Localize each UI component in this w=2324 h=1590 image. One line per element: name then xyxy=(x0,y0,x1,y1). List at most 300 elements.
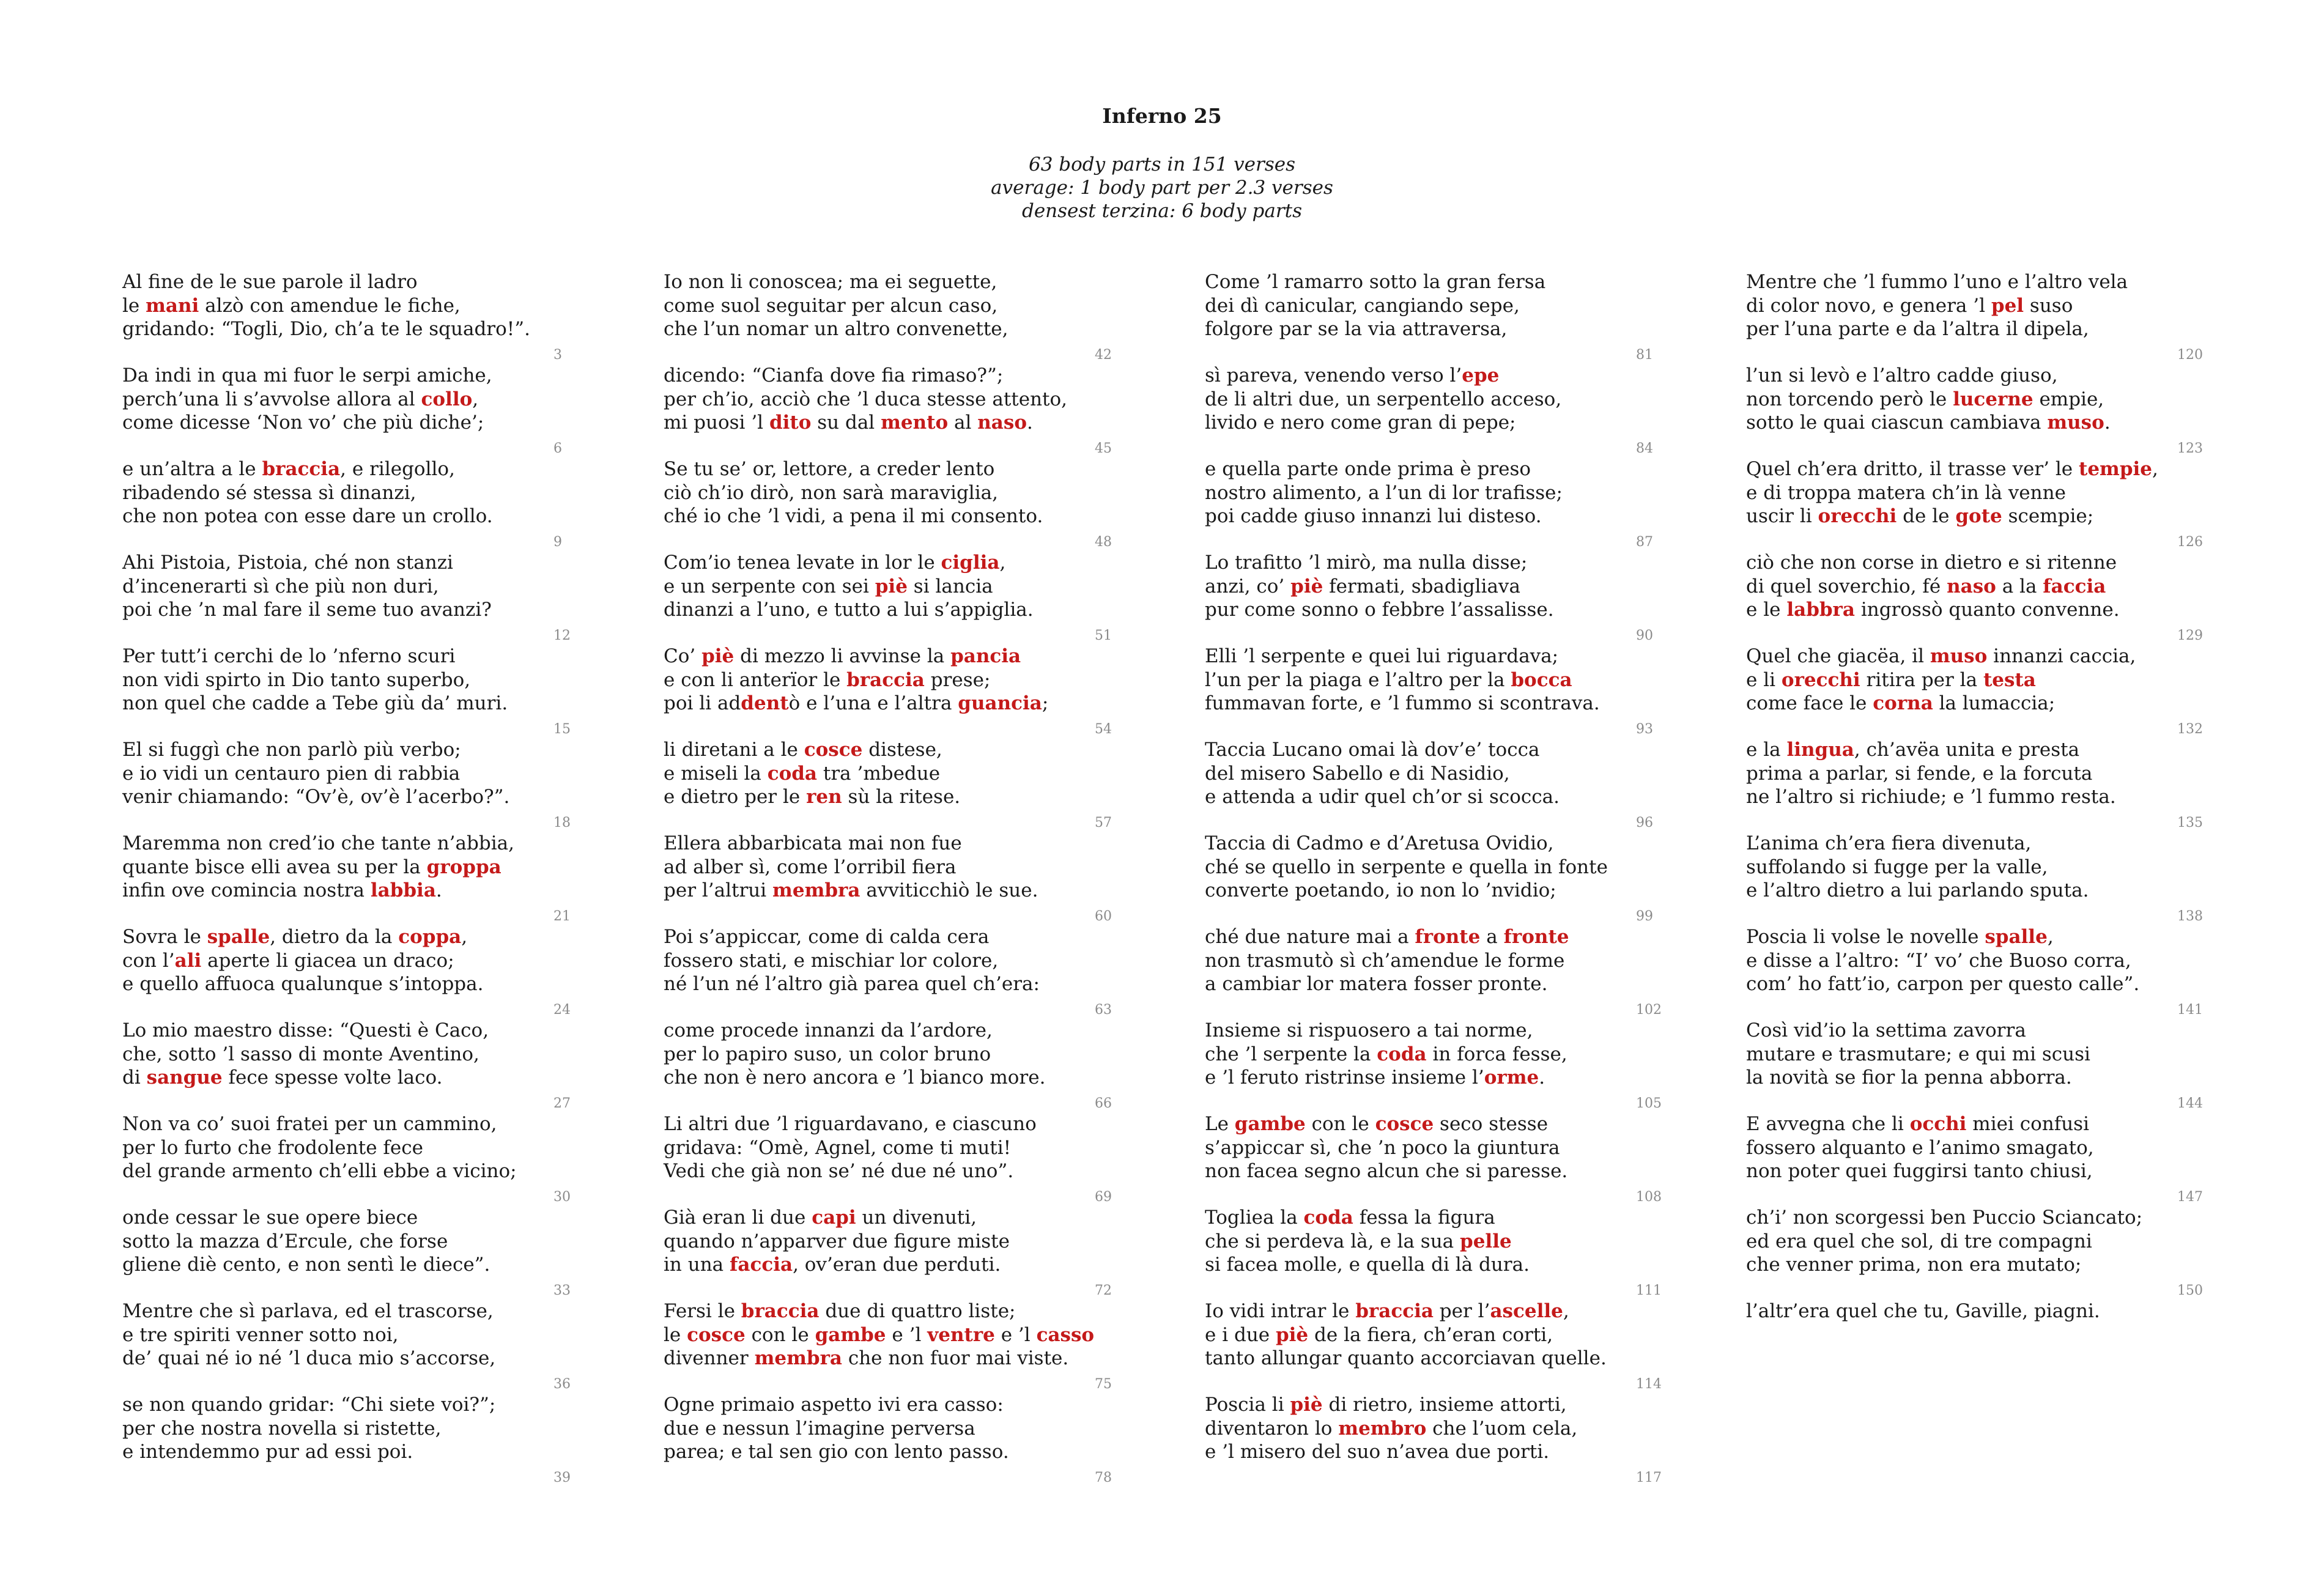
verse-line xyxy=(122,1300,599,1323)
body-part-highlight: bocca xyxy=(1511,668,1572,691)
body-part-highlight: fronte xyxy=(1503,926,1569,948)
body-part-highlight: pancia xyxy=(950,645,1021,667)
verse-line xyxy=(1205,481,1682,505)
verse-number: 39 xyxy=(553,1470,571,1485)
verse-text: de la fiera, ch’eran corti, xyxy=(1308,1323,1553,1346)
verse-line xyxy=(1205,598,1682,622)
verse-text: per ch’io, acciò che ’l duca stesse attento, xyxy=(664,388,1068,410)
verse-line xyxy=(664,294,1141,318)
verse-text: Li altri due ’l riguardavano, e ciascuno xyxy=(664,1113,1037,1135)
verse-number: 57 xyxy=(1095,815,1112,830)
verse-text: e quello affuoca qualunque s’intoppa. xyxy=(122,973,484,995)
verse-line xyxy=(122,294,599,318)
verse-text: Poscia li xyxy=(1205,1394,1290,1416)
terzina xyxy=(1205,1206,1682,1300)
verse-number: 117 xyxy=(1636,1470,1662,1485)
verse-line xyxy=(664,832,1141,856)
terzina xyxy=(1746,1112,2223,1206)
verse-line xyxy=(1205,505,1682,528)
verse-text: e ’l xyxy=(994,1323,1037,1346)
verse-text: Non va co’ suoi fratei per un cammino, xyxy=(122,1113,497,1135)
verse-line xyxy=(1205,1417,1682,1441)
terzina xyxy=(122,1393,599,1487)
verse-number: 132 xyxy=(2177,722,2203,737)
verse-text: con le xyxy=(1305,1113,1375,1135)
verse-text: e quella parte onde prima è preso xyxy=(1205,458,1531,480)
verse-text: li diretani a le xyxy=(664,739,804,761)
verse-line xyxy=(122,1206,599,1230)
verse-line xyxy=(1205,972,1682,996)
verse-text: poi li ad xyxy=(664,692,741,714)
verse-line xyxy=(122,1440,599,1464)
verse-line xyxy=(1746,972,2223,996)
verse-number: 72 xyxy=(1095,1283,1112,1298)
verse-text: si lancia xyxy=(907,575,993,597)
verse-text: aperte li giacea un draco; xyxy=(201,949,454,972)
verse-text: uscir li xyxy=(1746,505,1818,527)
verse-line xyxy=(1205,1230,1682,1254)
verse-text: ché se quello in serpente e quella in fonte xyxy=(1205,856,1608,878)
verse-text: prima a parlar, si fende, e la forcuta xyxy=(1746,762,2093,785)
verse-text: se non quando gridar: “Chi siete voi?”; xyxy=(122,1394,496,1416)
terzina xyxy=(1746,1019,2223,1112)
verse-text: folgore par se la via attraversa, xyxy=(1205,318,1508,340)
terzina xyxy=(664,925,1141,1019)
stats-average: average: 1 body part per 2.3 verses xyxy=(991,177,1333,199)
terzina xyxy=(664,1300,1141,1393)
verse-line xyxy=(1746,388,2223,412)
body-part-highlight: gambe xyxy=(1234,1113,1306,1135)
verse-number: 111 xyxy=(1636,1283,1662,1298)
verse-text: Fersi le xyxy=(664,1300,741,1322)
verse-text: gridava: “Omè, Agnel, come ti muti! xyxy=(664,1136,1012,1159)
verse-text: Com’io tenea levate in lor le xyxy=(664,552,941,574)
verse-number: 27 xyxy=(553,1096,571,1111)
verse-text: non facea segno alcun che si paresse. xyxy=(1205,1160,1568,1182)
body-part-highlight: piè xyxy=(701,645,735,667)
verse-line xyxy=(1746,270,2223,294)
verse-text: Ogne primaio aspetto ivi era casso: xyxy=(664,1394,1004,1416)
verse-text: converte poetando, io non lo ’nvidio; xyxy=(1205,879,1556,901)
verse-text: non torcendo però le xyxy=(1746,388,1953,410)
verse-text: fessa la figura xyxy=(1353,1207,1495,1229)
verse-text: com’ ho fatt’io, carpon per questo calle”. xyxy=(1746,973,2140,995)
verse-text: ch’i’ non scorgessi ben Puccio Sciancato; xyxy=(1746,1207,2143,1229)
verse-text: avviticchiò le sue. xyxy=(860,879,1038,901)
body-part-highlight: lucerne xyxy=(1953,388,2033,410)
verse-line xyxy=(1205,692,1682,716)
body-part-highlight: braccia xyxy=(741,1300,820,1322)
verse-line xyxy=(664,575,1141,599)
verse-line xyxy=(664,598,1141,622)
verse-text: ciò ch’io dirò, non sarà maraviglia, xyxy=(664,481,998,504)
verse-text: sù la ritese. xyxy=(842,786,961,808)
verse-line xyxy=(1746,1253,2223,1277)
verse-line xyxy=(664,1019,1141,1043)
body-part-highlight: labbra xyxy=(1786,599,1855,621)
verse-line xyxy=(664,1323,1141,1347)
verse-text: che si perdeva là, e la sua xyxy=(1205,1230,1460,1252)
verse-text: de le xyxy=(1897,505,1956,527)
body-part-highlight: occhi xyxy=(1909,1113,1967,1135)
terzina xyxy=(664,270,1141,364)
verse-text: sotto le quai ciascun cambiava xyxy=(1746,412,2048,434)
verse-line xyxy=(664,1417,1141,1441)
verse-text: pur come sonno o febbre l’assalisse. xyxy=(1205,599,1554,621)
verse-text: e i due xyxy=(1205,1323,1276,1346)
verse-text: , e rilegollo, xyxy=(340,458,455,480)
verse-text: che, sotto ’l sasso di monte Aventino, xyxy=(122,1043,479,1065)
terzina xyxy=(1746,551,2223,645)
verse-line xyxy=(122,598,599,622)
verse-text: in forca fesse, xyxy=(1426,1043,1567,1065)
verse-number: 9 xyxy=(553,534,562,550)
verse-line xyxy=(122,738,599,762)
verse-text: fossero stati, e mischiar lor colore, xyxy=(664,949,999,972)
body-part-highlight: testa xyxy=(1983,668,2036,691)
verse-text: e un’altra a le xyxy=(122,458,262,480)
verse-text: e tre spiriti venner sotto noi, xyxy=(122,1323,399,1346)
verse-line xyxy=(122,1136,599,1160)
verse-line xyxy=(664,972,1141,996)
verse-line xyxy=(1205,949,1682,973)
verse-text: ingrossò quanto convenne. xyxy=(1854,599,2120,621)
verse-text: per lo furto che frodolente fece xyxy=(122,1136,423,1159)
terzina xyxy=(1205,551,1682,645)
verse-line xyxy=(1746,481,2223,505)
stats-densest: densest terzina: 6 body parts xyxy=(1021,200,1303,222)
verse-text: Taccia Lucano omai là dov’e’ tocca xyxy=(1205,739,1540,761)
verse-text: su dal xyxy=(811,412,881,434)
verse-line xyxy=(1205,1019,1682,1043)
verse-line xyxy=(664,1206,1141,1230)
terzina xyxy=(664,457,1141,551)
terzina xyxy=(122,1206,599,1300)
verse-line xyxy=(1205,738,1682,762)
terzina xyxy=(1746,925,2223,1019)
verse-text: e attenda a udir quel ch’or si scocca. xyxy=(1205,786,1560,808)
verse-text: e intendemmo pur ad essi poi. xyxy=(122,1441,413,1463)
verse-number: 66 xyxy=(1095,1096,1112,1111)
verse-text: la novità se fior la penna abborra. xyxy=(1746,1067,2072,1089)
verse-column-1 xyxy=(122,270,599,1487)
verse-number: 81 xyxy=(1636,347,1653,363)
verse-number: 84 xyxy=(1636,441,1653,456)
verse-text: , dietro da la xyxy=(270,926,399,948)
body-part-highlight: cosce xyxy=(687,1323,746,1346)
verse-text: Ellera abbarbicata mai non fue xyxy=(664,832,962,854)
verse-number: 18 xyxy=(553,815,571,830)
verse-text: miei confusi xyxy=(1966,1113,2089,1135)
verse-line xyxy=(1746,505,2223,528)
verse-number: 15 xyxy=(553,722,571,737)
terzina xyxy=(122,832,599,925)
verse-text: ne l’altro si richiude; e ’l fummo resta. xyxy=(1746,786,2116,808)
verse-line xyxy=(122,1417,599,1441)
page-title: Inferno 25 xyxy=(1102,104,1222,128)
verse-line xyxy=(1746,949,2223,973)
verse-text: e l’altro dietro a lui parlando sputa. xyxy=(1746,879,2089,901)
verse-text: ad alber sì, come l’orribil fiera xyxy=(664,856,957,878)
verse-number: 21 xyxy=(553,909,571,924)
verse-text: dinanzi a l’uno, e tutto a lui s’appiglia. xyxy=(664,599,1034,621)
verse-line xyxy=(122,575,599,599)
terzina xyxy=(122,457,599,551)
verse-text: Al fine de le sue parole il ladro xyxy=(122,271,418,293)
body-part-highlight: lingua xyxy=(1786,739,1854,761)
verse-text: tra ’mbedue xyxy=(817,762,941,785)
terzina xyxy=(664,551,1141,645)
verse-line xyxy=(122,1019,599,1043)
verse-text: Co’ xyxy=(664,645,702,667)
terzina xyxy=(122,925,599,1019)
terzina xyxy=(1746,738,2223,832)
verse-line xyxy=(122,1323,599,1347)
verse-line xyxy=(664,1066,1141,1090)
verse-text: Sovra le xyxy=(122,926,207,948)
verse-text: Da indi in qua mi fuor le serpi amiche, xyxy=(122,364,492,386)
verse-text: distese, xyxy=(862,739,942,761)
verse-text: Vedi che già non se’ né due né uno”. xyxy=(664,1160,1014,1182)
terzina xyxy=(1205,1112,1682,1206)
verse-number: 102 xyxy=(1636,1002,1662,1018)
verse-number: 105 xyxy=(1636,1096,1662,1111)
verse-line xyxy=(1746,645,2223,668)
verse-text: con le xyxy=(745,1323,815,1346)
verse-line xyxy=(1205,1393,1682,1417)
verse-text: in una xyxy=(664,1254,730,1276)
verse-text: , ch’avëa unita e presta xyxy=(1854,739,2080,761)
verse-number: 93 xyxy=(1636,722,1653,737)
verse-text: un divenuti, xyxy=(856,1207,977,1229)
verse-text: ché due nature mai a xyxy=(1205,926,1415,948)
verse-text: alzò con amendue le fiche, xyxy=(199,294,461,317)
verse-number: 150 xyxy=(2177,1283,2203,1298)
verse-text: d’incenerarti sì che più non duri, xyxy=(122,575,439,597)
verse-line xyxy=(122,856,599,879)
verse-text: e la xyxy=(1746,739,1787,761)
verse-text: , ov’eran due perduti. xyxy=(793,1254,1001,1276)
verse-text: . xyxy=(1539,1067,1545,1089)
verse-text: , xyxy=(461,926,468,948)
verse-number: 147 xyxy=(2177,1189,2203,1205)
verse-line xyxy=(1746,1066,2223,1090)
body-part-highlight: membra xyxy=(754,1347,842,1369)
verse-line xyxy=(664,645,1141,668)
verse-line xyxy=(1746,785,2223,809)
verse-text: di mezzo li avvinse la xyxy=(734,645,951,667)
verse-number: 63 xyxy=(1095,1002,1112,1018)
body-part-highlight: muso xyxy=(1930,645,1988,667)
verse-line xyxy=(1746,1043,2223,1067)
verse-line xyxy=(664,1300,1141,1323)
verse-number: 48 xyxy=(1095,534,1112,550)
verse-text: gridando: “Togli, Dio, ch’a te le squadro!”. xyxy=(122,318,530,340)
verse-text: Quel ch’era dritto, il trasse ver’ le xyxy=(1746,458,2079,480)
verse-number: 51 xyxy=(1095,628,1112,643)
verse-text: Quel che giacëa, il xyxy=(1746,645,1930,667)
verse-text: come suol seguitar per alcun caso, xyxy=(664,294,998,317)
terzina xyxy=(1205,270,1682,364)
verse-line xyxy=(664,1253,1141,1277)
verse-number: 42 xyxy=(1095,347,1112,363)
terzina xyxy=(664,832,1141,925)
verse-line xyxy=(664,317,1141,341)
verse-line xyxy=(122,411,599,435)
verse-line xyxy=(664,949,1141,973)
terzina xyxy=(1205,645,1682,738)
verse-line xyxy=(1205,762,1682,786)
verse-text: di rietro, insieme attorti, xyxy=(1322,1394,1567,1416)
verse-line xyxy=(1205,1112,1682,1136)
verse-text: anzi, co’ xyxy=(1205,575,1291,597)
verse-text: che ’l serpente la xyxy=(1205,1043,1377,1065)
verse-line xyxy=(122,388,599,412)
verse-text: non trasmutò sì ch’amendue le forme xyxy=(1205,949,1565,972)
verse-number: 6 xyxy=(553,441,562,456)
verse-text: Le xyxy=(1205,1113,1235,1135)
terzina xyxy=(664,1206,1141,1300)
verse-line xyxy=(122,762,599,786)
body-part-highlight: coda xyxy=(767,762,818,785)
verse-line xyxy=(1746,879,2223,903)
verse-text: con l’ xyxy=(122,949,175,972)
verse-line xyxy=(122,1393,599,1417)
verse-text: Ahi Pistoia, Pistoia, ché non stanzi xyxy=(122,552,453,574)
verse-line xyxy=(1746,575,2223,599)
verse-text: le xyxy=(122,294,146,317)
verse-text: l’un si levò e l’altro cadde giuso, xyxy=(1746,364,2058,386)
verse-line xyxy=(664,856,1141,879)
verse-line xyxy=(1746,457,2223,481)
verse-text: , xyxy=(1563,1300,1569,1322)
body-part-highlight: spalle xyxy=(1985,926,2048,948)
body-part-highlight: faccia xyxy=(2043,575,2106,597)
verse-line xyxy=(122,505,599,528)
verse-text: come dicesse ‘Non vo’ che più diche’; xyxy=(122,412,484,434)
verse-text: quante bisce elli avea su per la xyxy=(122,856,427,878)
verse-line xyxy=(664,879,1141,903)
verse-line xyxy=(122,1159,599,1183)
verse-text: e ’l misero del suo n’avea due porti. xyxy=(1205,1441,1550,1463)
body-part-highlight: faccia xyxy=(730,1254,793,1276)
verse-text: di xyxy=(122,1067,147,1089)
verse-text: Togliea la xyxy=(1205,1207,1304,1229)
body-part-highlight: piè xyxy=(875,575,908,597)
verse-number: 36 xyxy=(553,1377,571,1392)
verse-text: le xyxy=(664,1323,687,1346)
verse-line xyxy=(1205,645,1682,668)
terzina xyxy=(1205,925,1682,1019)
body-part-highlight: orecchi xyxy=(1781,668,1860,691)
body-part-highlight: ren xyxy=(806,786,842,808)
verse-line xyxy=(1746,832,2223,856)
verse-text: Mentre che sì parlava, ed el trascorse, xyxy=(122,1300,494,1322)
verse-text: per l’una parte e da l’altra il dipela, xyxy=(1746,318,2089,340)
verse-line xyxy=(1205,1347,1682,1370)
verse-line xyxy=(664,1159,1141,1183)
verse-text: empie, xyxy=(2033,388,2104,410)
verse-line xyxy=(1205,1323,1682,1347)
stats-block xyxy=(0,153,2324,223)
verse-line xyxy=(664,1136,1141,1160)
verse-number: 33 xyxy=(553,1283,571,1298)
verse-text: e li xyxy=(1746,668,1782,691)
verse-line xyxy=(122,645,599,668)
body-part-highlight: orme xyxy=(1484,1067,1539,1089)
verse-text: parea; e tal sen gio con lento passo. xyxy=(664,1441,1009,1463)
verse-line xyxy=(1746,738,2223,762)
verse-line xyxy=(664,668,1141,692)
verse-line xyxy=(1746,1136,2223,1160)
verse-line xyxy=(1746,411,2223,435)
verse-text: Elli ’l serpente e quei lui riguardava; xyxy=(1205,645,1559,667)
verse-text: l’altr’era quel che tu, Gaville, piagni. xyxy=(1746,1300,2100,1322)
verse-text: che non è nero ancora e ’l bianco more. xyxy=(664,1067,1046,1089)
verse-text: e io vidi un centauro pien di rabbia xyxy=(122,762,461,785)
verse-text: diventaron lo xyxy=(1205,1417,1339,1440)
verse-text: e con li anterïor le xyxy=(664,668,847,691)
verse-text: suso xyxy=(2024,294,2073,317)
verse-line xyxy=(122,270,599,294)
verse-text: L’anima ch’era fiera divenuta, xyxy=(1746,832,2032,854)
terzina xyxy=(122,1112,599,1206)
verse-line xyxy=(122,785,599,809)
body-part-highlight: membro xyxy=(1338,1417,1427,1440)
terzina xyxy=(1205,1019,1682,1112)
verse-text: ; xyxy=(1042,692,1049,714)
body-part-highlight: mento xyxy=(881,412,949,434)
terzina xyxy=(1205,364,1682,457)
verse-number: 75 xyxy=(1095,1377,1112,1392)
terzina xyxy=(1746,364,2223,457)
verse-line xyxy=(1205,575,1682,599)
verse-line xyxy=(664,1112,1141,1136)
verse-line xyxy=(1205,388,1682,412)
terzina xyxy=(1205,1300,1682,1393)
verse-text: sì pareva, venendo verso l’ xyxy=(1205,364,1462,386)
terzina xyxy=(1205,457,1682,551)
verse-line xyxy=(122,364,599,388)
body-part-highlight: epe xyxy=(1462,364,1500,386)
verse-line xyxy=(1205,411,1682,435)
body-part-highlight: dent xyxy=(741,692,789,714)
verse-line xyxy=(1746,317,2223,341)
verse-text: che l’uom cela, xyxy=(1426,1417,1578,1440)
terzina xyxy=(1746,1206,2223,1300)
verse-line xyxy=(664,1043,1141,1067)
verse-text: seco stesse xyxy=(1434,1113,1549,1135)
verse-line xyxy=(664,692,1141,716)
verse-line xyxy=(122,925,599,949)
verse-text: , xyxy=(2152,458,2158,480)
verse-text: e un serpente con sei xyxy=(664,575,875,597)
verse-text: fummavan forte, e ’l fummo si scontrava. xyxy=(1205,692,1600,714)
verse-text: non poter quei fuggirsi tanto chiusi, xyxy=(1746,1160,2093,1182)
verse-line xyxy=(664,1393,1141,1417)
verse-text: Poi s’appiccar, come di calda cera xyxy=(664,926,990,948)
body-part-highlight: capi xyxy=(812,1207,856,1229)
verse-line xyxy=(122,1066,599,1090)
verse-number: 135 xyxy=(2177,815,2203,830)
verse-line xyxy=(664,270,1141,294)
verse-text: quando n’apparver due figure miste xyxy=(664,1230,1010,1252)
verse-text: che l’un nomar un altro convenette, xyxy=(664,318,1008,340)
terzina xyxy=(1746,645,2223,738)
body-part-highlight: gambe xyxy=(815,1323,886,1346)
body-part-highlight: naso xyxy=(1947,575,1996,597)
verse-line xyxy=(1205,879,1682,903)
